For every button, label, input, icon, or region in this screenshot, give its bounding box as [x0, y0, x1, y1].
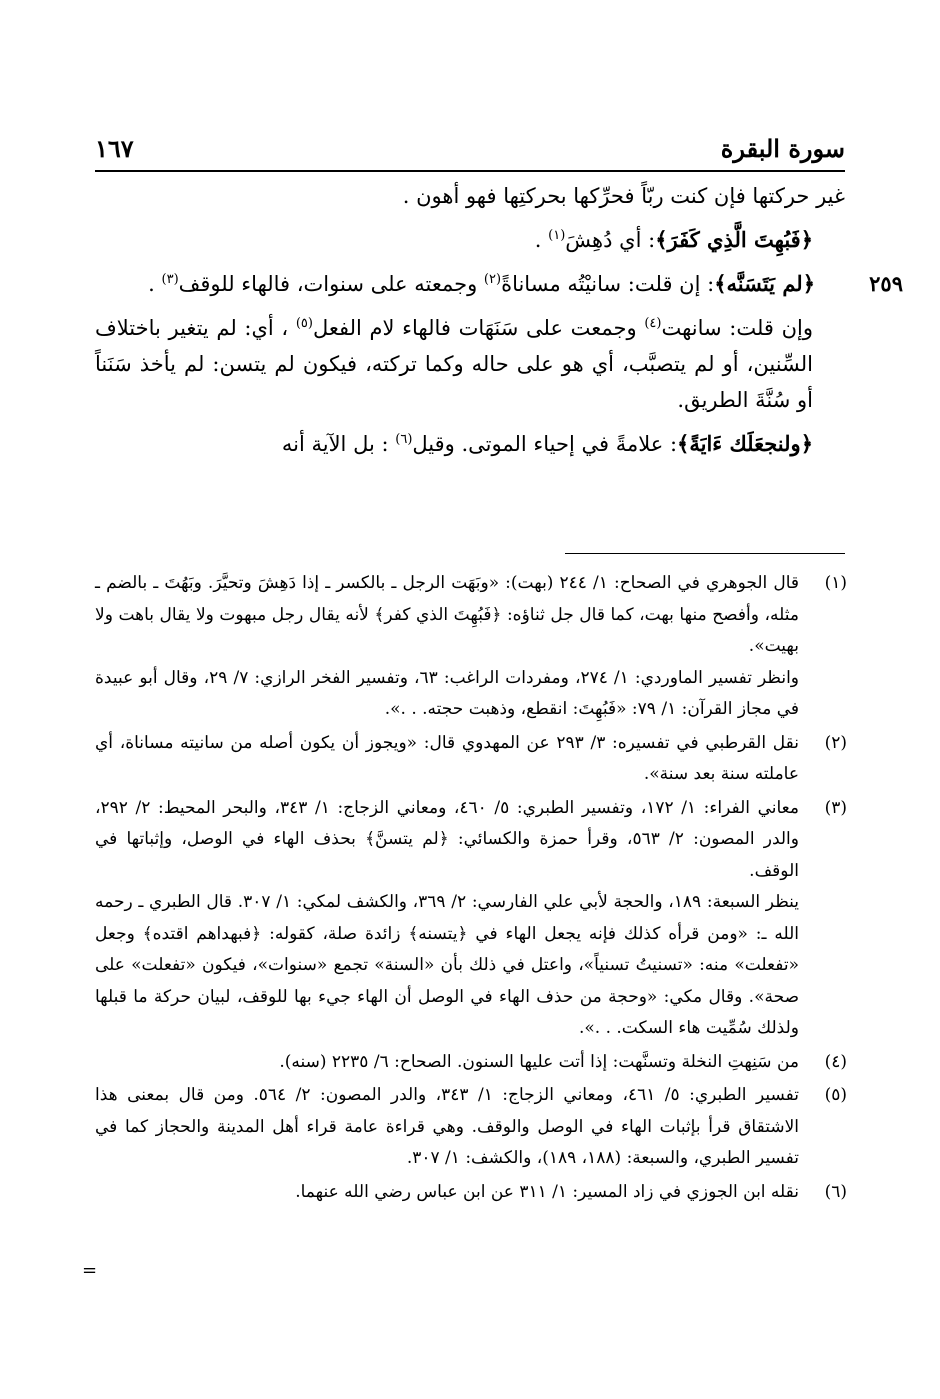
surah-title: سورة البقرة [720, 134, 845, 163]
footnote-separator [565, 553, 845, 554]
footnote-4 [95, 1047, 847, 1079]
paragraph-1 [95, 178, 845, 214]
footnote-ref: (٦) [395, 432, 413, 447]
footnotes [95, 568, 847, 1210]
footnote-ref: (٢) [483, 272, 502, 287]
footnote-5 [95, 1080, 847, 1175]
footnote-number: (٣) [824, 797, 847, 818]
footnote-1 [95, 568, 847, 726]
footnote-number: (١) [824, 573, 847, 593]
footnote-text: قال الجوهري في الصحاح: ١/ ٢٤٤ (بهت): «وبَهَت الرجل ـ بالكسر ـ إذا دَهِشَ وتحيَّرَ. وبَهُتَ ـ بالضم ـ مثله، وأفصح منها بهت، كما قال جل ثناؤه: ﴿فَبُهِتَ الذي كفر﴾ لأنه يقال رجل مبهوت ولا يقال باهت ولا بهيت». [95, 573, 799, 656]
footnote-text: نقل القرطبي في تفسيره: ٣/ ٢٩٣ عن المهدوي قال: «ويجوز أن يكون أصله من سانيته مساناة، أي عاملته سنة بعد سنة». [95, 732, 799, 784]
footnote-text: ينظر السبعة: ١٨٩، والحجة لأبي علي الفارسي: ٢/ ٣٦٩، والكشف لمكي: ١/ ٣٠٧. قال الطبري ـ رحمه الله ـ: «ومن قرأه كذلك فإنه يجعل الهاء في ﴿يتسنه﴾ زائدة صلة، كقوله: ﴿فبهداهم اقتده﴾ وجعل «تفعلت» منه: «تسنيتُ تسنياً»، واعتل في ذلك بأن «السنة» تجمع «سنوات»، فيكون «تفعلت» على صحة». وقال مكي: «وحجة من حذف الهاء في الوصل أن الهاء جيء بها للوقف، لبيان حركة ما قبلها ولذلك سُمِّيت هاء السكت. . .». [95, 892, 799, 1038]
paragraph-3 [95, 266, 903, 302]
p4-text-b: وجمعت على سَنَهَات فالهاء لام الفعل [312, 316, 645, 340]
header-rule [95, 170, 845, 172]
footnote-ref: (١) [548, 228, 566, 243]
p2-end: . [534, 228, 549, 252]
footnote-ref: (٥) [295, 316, 313, 331]
verse-number: ٢٥٩ [869, 271, 903, 296]
continuation-mark: = [82, 1260, 98, 1281]
paragraph-2 [95, 222, 845, 258]
page-number: ١٦٧ [95, 134, 134, 163]
footnote-3 [95, 793, 847, 1045]
p1-text: غير حركتها فإن كنت ربّاً فحرِّكها بحركتِها فهو أهون . [402, 184, 845, 208]
p4-text-c: ، أي: لم يتغير باختلاف السِّنين، أو لم يتصبَّب، أي هو على حاله وكما تركته، فيكون لم يتسن: لم يأخذ سَنَناً أو سُنَّةَ الطريق. [95, 316, 813, 412]
page-header [95, 128, 845, 172]
p4-text-a: وإن قلت: سانهت [661, 316, 813, 340]
p3-text-a: : إن قلت: سانيْتُه مساناةً [501, 272, 715, 296]
footnote-number: (٤) [824, 1051, 847, 1072]
p5-text-a: : علامةً في إحياء الموتى. وقيل [412, 432, 678, 456]
footnote-text: وانظر تفسير الماوردي: ١/ ٢٧٤، ومفردات الراغب: ٦٣، وتفسير الفخر الرازي: ٧/ ٢٩، وقال أبو عبيدة في مجاز القرآن: ١/ ٧٩: «فَبُهِتَ: انقطع، وذهبت حجته. . .». [95, 667, 800, 719]
p2-text: : أي دُهِشَ [565, 228, 656, 252]
footnote-text: تفسير الطبري: ٥/ ٤٦١، ومعاني الزجاج: ١/ ٣٤٣، والدر المصون: ٢/ ٥٦٤. ومن قال بمعنى هذا الاشتقاق قرأ بإثبات الهاء في الوصل والوقف. وهي قراءة عامة قراء أهل المدينة والحجاز كما في تفسير الطبري، والسبعة: (١٨٨، ١٨٩)، والكشف: ١/ ٣٠٧. [95, 1085, 799, 1168]
footnote-number: (٦) [824, 1181, 847, 1202]
paragraph-5 [95, 426, 845, 462]
footnote-ref: (٤) [644, 316, 662, 331]
footnote-6 [95, 1177, 847, 1209]
quran-quote: ﴿لم يَتَسَنَّه﴾ [714, 271, 815, 296]
paragraph-4 [95, 310, 845, 418]
footnote-text: من سَنِهتِ النخلة وتسنَّهت: إذا أتت عليها السنون. الصحاح: ٦/ ٢٢٣٥ (سنه). [279, 1051, 799, 1072]
footnote-2 [95, 728, 847, 791]
p3-end: . [148, 272, 162, 296]
p5-text-b: : بل الآية أنه [281, 432, 396, 456]
quran-quote: ﴿فَبُهِتَ الَّذِي كَفَرَ﴾ [655, 227, 813, 252]
footnote-number: (٥) [824, 1085, 847, 1105]
footnote-text: نقله ابن الجوزي في زاد المسير: ١/ ٣١١ عن ابن عباس رضي الله عنهما. [295, 1181, 799, 1202]
footnote-text: معاني الفراء: ١/ ١٧٢، وتفسير الطبري: ٥/ ٤٦٠، ومعاني الزجاج: ١/ ٣٤٣، والبحر المحيط: ٢/ ٢٩٢، والدر المصون: ٢/ ٥٦٣، وقرأ حمزة والكسائي: ﴿لم يتسنَّ﴾ بحذف الهاء في الوصل، وإثباتها في الوقف. [95, 797, 799, 881]
footnote-number: (٢) [824, 732, 847, 753]
p3-text-b: وجمعته على سنوات، فالهاء للوقف [178, 272, 484, 296]
main-text [95, 178, 903, 470]
footnote-ref: (٣) [161, 272, 179, 287]
quran-quote: ﴿ولنجعَلَك ءَايَةً﴾ [677, 431, 813, 456]
